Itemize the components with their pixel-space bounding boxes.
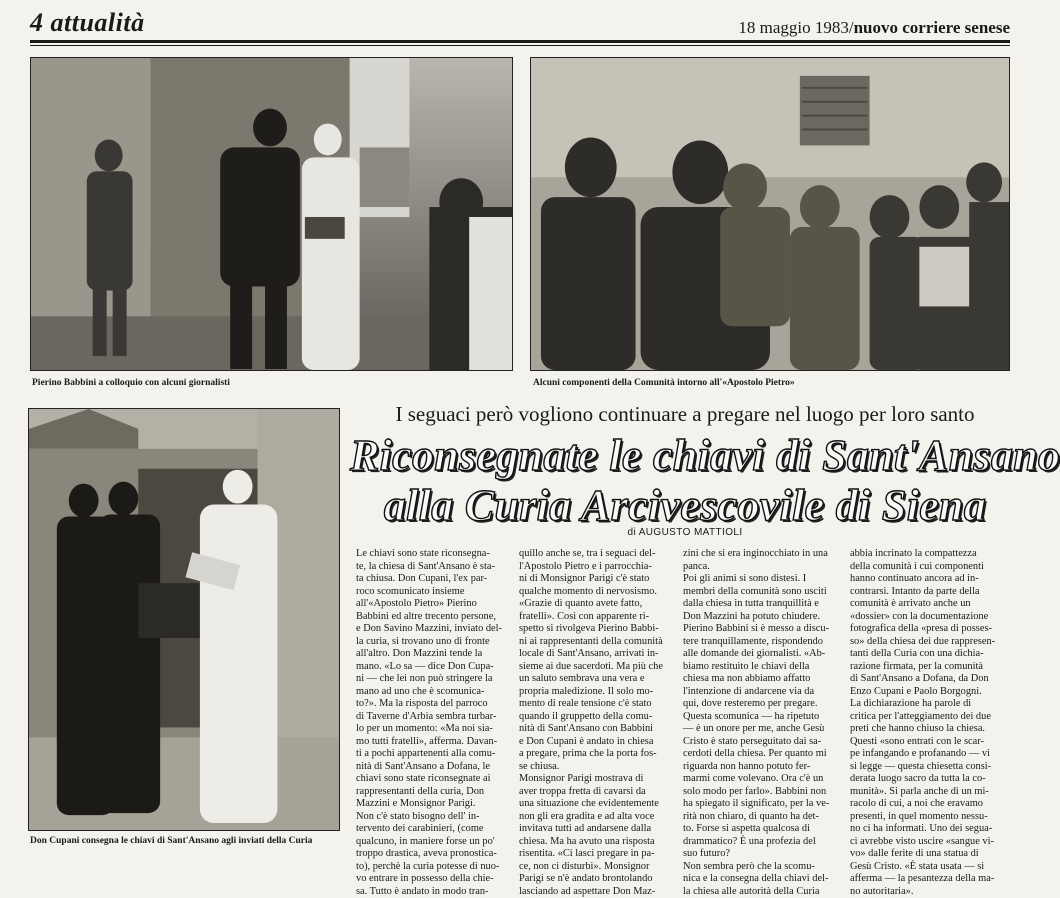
article-line: fotografica della «presa di posses- (850, 623, 1006, 636)
newspaper-name: nuovo corriere senese (854, 18, 1010, 37)
article-line: sa. Tutto è andato in modo tran- (356, 886, 512, 898)
article-line: marmi come volevano. Ora c'è un (683, 773, 839, 786)
article-line: la curia, si trovano uno di fronte (356, 636, 512, 649)
article-line: La dichiarazione ha parole di (850, 698, 1006, 711)
article-line: biamo restituito le chiavi della (683, 661, 839, 674)
article-line: «Grazie di quanto avete fatto, (519, 598, 675, 611)
article-line: Gesù Cristo. «È stata usata — si (850, 861, 1006, 874)
article-line: ti a pochi appartenenti alla comu- (356, 748, 512, 761)
article-line: Monsignor Parigi mostrava di (519, 773, 675, 786)
article-line: di Taverne d'Arbia sembra turbar- (356, 711, 512, 724)
article-line: mento di reale tensione c'è stato (519, 698, 675, 711)
article-line: qualcuno, in maniere forse un po' (356, 836, 512, 849)
masthead-right (738, 18, 1010, 38)
article-line: a pregare, prima che la porta fos- (519, 748, 675, 761)
article-line: invitava tutti ad andarsene dalla (519, 823, 675, 836)
photo-babbini-journalists (30, 57, 513, 371)
article-line: ni ai rappresentanti della comunità (519, 636, 675, 649)
article-line: derata luogo sacro da tutta la co- (850, 773, 1006, 786)
article-line: panca. (683, 561, 839, 574)
article-line: qualche momento di nervosismo. (519, 586, 675, 599)
article-line: quillo anche se, tra i seguaci del- (519, 548, 675, 561)
article-line: e Don Cupani è andato in chiesa (519, 736, 675, 749)
article-line: so» della chiesa dei due rappresen- (850, 636, 1006, 649)
article-line: Babbini ed altre trecento persone, (356, 611, 512, 624)
article-line: roco scomunicato insieme (356, 586, 512, 599)
article-line: abbia incrinato la compattezza (850, 548, 1006, 561)
byline: di AUGUSTO MATTIOLI (360, 527, 1010, 538)
article-line: rappresentanti della curia, Don (356, 786, 512, 799)
article-line: un saluto sembrava una vera e (519, 673, 675, 686)
article-line: la chiesa alle autorità della Curia (683, 886, 839, 898)
article-line: chiesa. Ma ha avuto una risposta (519, 836, 675, 849)
article-line: di Sant'Ansano a Dofana, da Don (850, 673, 1006, 686)
article-line: afferma — la pesantezza della ma- (850, 873, 1006, 886)
article-line: hanno continuato ancora ad in- (850, 573, 1006, 586)
article-line: lo per un momento: «Ma noi sia- (356, 723, 512, 736)
article-line: vo entrare in possesso della chie- (356, 873, 512, 886)
article-column-2 (519, 548, 675, 898)
article-line: nica e la consegna della chiavi del- (683, 873, 839, 886)
article-line: qui, dove resteremo per pregare. (683, 698, 839, 711)
caption-top-left: Pierino Babbini a colloquio con alcuni giornalisti (32, 378, 230, 388)
caption-bottom-left: Don Cupani consegna le chiavi di Sant'Ansano agli inviati della Curia (30, 836, 312, 846)
article-line: vo» dalle ferite di una statua di (850, 848, 1006, 861)
article-line: ha spiegato il significato, per la ve- (683, 798, 839, 811)
article-line: Non c'è stato bisogno dell' in- (356, 811, 512, 824)
headline-line-2: alla Curia Arcivescovile di Siena (350, 480, 1020, 531)
article-line: si legge — questa chiesetta consi- (850, 761, 1006, 774)
article-line: te, la chiesa di Sant'Ansano è sta- (356, 561, 512, 574)
article-line: Questi «sono entrati con le scar- (850, 736, 1006, 749)
article-line: alle domande dei giornalisti. «Ab- (683, 648, 839, 661)
article-line: Parigi se n'è andato brontolando (519, 873, 675, 886)
article-line: tanti della Curia con una dichia- (850, 648, 1006, 661)
article-line: mo tutti fratelli», afferma. Davan- (356, 736, 512, 749)
article-line: Poi gli animi si sono distesi. I (683, 573, 839, 586)
article-line: all'altro. Don Mazzini tende la (356, 648, 512, 661)
article-line: locale di Sant'Ansano, arrivati in- (519, 648, 675, 661)
article-line: suo futuro? (683, 848, 839, 861)
article-line: to?». Ma la risposta del parroco (356, 698, 512, 711)
article-line: dalla chiesa in tutta tranquillità e (683, 598, 839, 611)
article-line: rità non chiaro, di quanto ha det- (683, 811, 839, 824)
article-line: munità». Si parla anche di un mi- (850, 786, 1006, 799)
article-line: nità di Sant'Ansano a Dofana, le (356, 761, 512, 774)
article-line: — è un onore per me, anche Gesù (683, 723, 839, 736)
article-line: l'Apostolo Pietro e i parrocchia- (519, 561, 675, 574)
article-line: Non sembra però che la scomu- (683, 861, 839, 874)
article-line: contrarsi. Intanto da parte della (850, 586, 1006, 599)
article-line: quando il gruppetto della comu- (519, 711, 675, 724)
article-line: se chiusa. (519, 761, 675, 774)
article-line: to), perchè la curia potesse di nuo- (356, 861, 512, 874)
article-line: della comunità i cui componenti (850, 561, 1006, 574)
article-line: ta chiusa. Don Cupani, l'ex par- (356, 573, 512, 586)
issue-date: 18 maggio 1983 (738, 18, 849, 37)
headline-line-1: Riconsegnate le chiavi di Sant'Ansano (350, 430, 1020, 481)
article-kicker: I seguaci però vogliono continuare a pregare nel luogo per loro santo (360, 402, 1010, 427)
article-line: Cristo è stato perseguitato dai sa- (683, 736, 839, 749)
article-line: ce, non ci disturbi». Monsignor (519, 861, 675, 874)
article-line: troppo drastica, aveva pronostica- (356, 848, 512, 861)
article-line: chiavi sono state riconsegnate ai (356, 773, 512, 786)
article-line: tervento dei carabinieri, (come (356, 823, 512, 836)
article-line: cerdoti della chiesa. Per quanto mi (683, 748, 839, 761)
article-line: tere tranquillamente, rispondendo (683, 636, 839, 649)
article-column-3 (683, 548, 839, 898)
photo-community-apostle (530, 57, 1010, 371)
article-line: preti che hanno chiuso la chiesa. (850, 723, 1006, 736)
article-line: mano ad uno che è scomunica- (356, 686, 512, 699)
article-line: aver troppa fretta di cavarsi da (519, 786, 675, 799)
article-line: comunità è arrivato anche un (850, 598, 1006, 611)
masthead-rule (30, 40, 1010, 43)
article-line: l'intenzione di andarcene via da (683, 686, 839, 699)
article-line: mano. «Lo sa — dice Don Cupa- (356, 661, 512, 674)
article-line: non gli era gradita e ad alta voce (519, 811, 675, 824)
masthead (30, 6, 1010, 40)
article-column-4 (850, 548, 1006, 898)
article-line: Questa scomunica — ha ripetuto (683, 711, 839, 724)
article-line: spetto si rivolgeva Pierino Babbi- (519, 623, 675, 636)
article-line: propria maledizione. Il solo mo- (519, 686, 675, 699)
article-column-1 (356, 548, 512, 898)
article-line: lasciando ad aspettare Don Maz- (519, 886, 675, 898)
article-line: Pierino Babbini si è messo a discu- (683, 623, 839, 636)
caption-top-right: Alcuni componenti della Comunità intorno all'«Apostolo Pietro» (533, 378, 795, 388)
article-line: nità di Sant'Ansano con Babbini (519, 723, 675, 736)
article-line: no autoritaria». (850, 886, 1006, 898)
article-line: risentita. «Ci lasci pregare in pa- (519, 848, 675, 861)
masthead-rule-thin (30, 45, 1010, 46)
article-line: ci avrebbe visto uscire «sangue vi- (850, 836, 1006, 849)
article-line: sieme ai due sacerdoti. Ma più che (519, 661, 675, 674)
article-line: solo modo per farlo». Babbini non (683, 786, 839, 799)
article-line: zini che si era inginocchiato in una (683, 548, 839, 561)
article-line: fratelli». Così con apparente ri- (519, 611, 675, 624)
article-line: una situazione che evidentemente (519, 798, 675, 811)
section-title: 4 attualità (30, 8, 145, 38)
article-line: critica per l'atteggiamento dei due (850, 711, 1006, 724)
article-line: «dossier» con la documentazione (850, 611, 1006, 624)
article-line: Enzo Cupani e Paolo Borgogni. (850, 686, 1006, 699)
article-line: pe infangando e profanando — vi (850, 748, 1006, 761)
article-line: chiesa ma non abbiamo affatto (683, 673, 839, 686)
article-line: to. Forse si aspetta qualcosa di (683, 823, 839, 836)
article-line: razione firmata, per la comunità (850, 661, 1006, 674)
article-line: e Don Savino Mazzini, inviato del- (356, 623, 512, 636)
article-line: all'«Apostolo Pietro» Pierino (356, 598, 512, 611)
photo-keys-handover (28, 408, 340, 831)
article-line: Don Mazzini ha potuto chiudere. (683, 611, 839, 624)
article-line: ni di Monsignor Parigi c'è stato (519, 573, 675, 586)
article-line: Mazzini e Monsignor Parigi. (356, 798, 512, 811)
article-line: drammatico? È una profezia del (683, 836, 839, 849)
article-line: riguarda non hanno potuto fer- (683, 761, 839, 774)
article-line: membri della comunità sono usciti (683, 586, 839, 599)
article-line: ni — che lei non può stringere la (356, 673, 512, 686)
article-line: no ci ha informati. Uno dei segua- (850, 823, 1006, 836)
masthead-separator: / (849, 18, 854, 37)
article-line: presenti, in quel momento nessu- (850, 811, 1006, 824)
article-line: racolo di cui, a noi che eravamo (850, 798, 1006, 811)
article-line: Le chiavi sono state riconsegna- (356, 548, 512, 561)
